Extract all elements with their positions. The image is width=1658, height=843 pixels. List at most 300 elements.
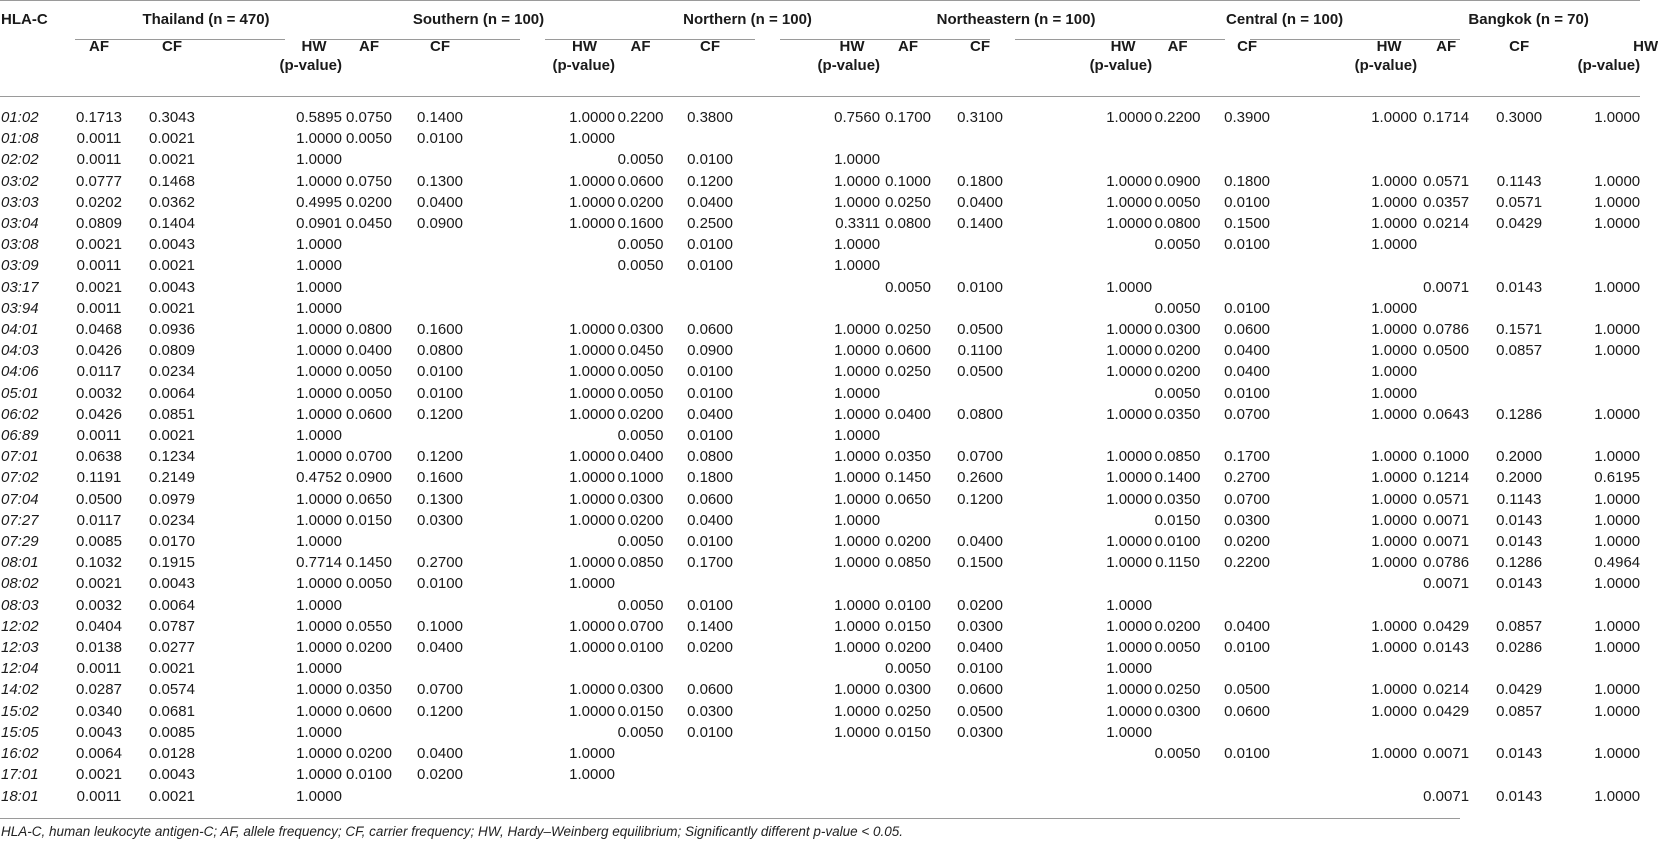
cf-cell: 0.0809 [149,342,195,360]
cf-cell: 0.1400 [417,109,463,126]
cf-cell: 0.0400 [1224,342,1271,360]
cf-cell [936,743,1024,764]
cf-cell: 0.2149 [149,469,195,487]
subheader-hw-pvalue-label: (p-value) [817,57,881,74]
cf-cell: 0.1286 [1496,554,1543,572]
af-cell: 0.0786 [1423,554,1470,572]
hw-cell: 1.0000 [296,596,342,614]
af-cell: 0.0200 [1154,342,1201,360]
hw-cell: 1.0000 [1371,321,1418,339]
hw-cell: 1.0000 [296,363,342,381]
allele-cell: 03:03 [1,193,39,211]
hw-cell: 1.0000 [1371,617,1418,635]
af-cell [1417,425,1475,446]
hw-cell [754,658,880,679]
af-cell [1417,722,1475,743]
af-cell: 0.0150 [885,617,931,635]
cf-cell: 0.0043 [149,278,195,296]
cf-cell: 0.0021 [149,660,195,678]
cf-cell [396,298,484,319]
hw-cell [1024,149,1152,170]
table-row [0,383,1640,404]
af-cell: 0.0571 [1423,490,1470,508]
hw-cell: 1.0000 [1594,575,1641,593]
af-cell [1152,128,1203,149]
cf-cell: 0.0043 [149,236,195,254]
af-cell: 0.0404 [76,617,122,635]
subheader-hw-label: HW [839,38,865,55]
table-row [0,552,1640,573]
hw-cell: 1.0000 [569,363,616,381]
hw-cell: 1.0000 [834,639,881,657]
cf-cell: 0.0100 [957,278,1003,296]
table-row [0,489,1640,510]
hw-cell: 1.0000 [569,448,616,466]
cf-cell [1203,722,1291,743]
allele-cell: 15:02 [1,702,39,720]
cf-cell [396,425,484,446]
group-rule-thailand [75,39,285,40]
af-cell: 0.0071 [1423,745,1470,763]
table-row [0,319,1640,340]
group-header-bangkok: Bangkok (n = 70) [1468,10,1589,28]
af-cell: 0.0900 [1154,172,1201,190]
af-cell: 0.0011 [76,130,122,148]
af-cell: 0.1191 [76,469,122,487]
af-cell [880,743,936,764]
cf-cell: 0.0170 [149,533,195,551]
hw-cell: 1.0000 [296,639,342,657]
af-cell [880,786,936,812]
hw-cell: 1.0000 [1371,299,1418,317]
hw-cell [1291,658,1417,679]
af-cell: 0.0250 [885,321,931,339]
hw-cell [1563,298,1640,319]
cf-cell: 0.0500 [957,363,1003,381]
allele-cell: 04:06 [1,363,39,381]
cf-cell: 0.1143 [1496,172,1542,190]
hw-cell [1024,255,1152,276]
hw-cell [754,128,880,149]
cf-cell: 0.1500 [957,554,1003,572]
cf-cell: 0.1400 [957,215,1003,233]
cf-cell: 0.0500 [957,321,1003,339]
hw-cell: 1.0000 [1106,342,1153,360]
table-row [0,255,1640,276]
af-cell [1152,255,1203,276]
hw-cell [1563,361,1640,382]
af-cell: 0.0100 [617,639,664,657]
af-cell: 0.0850 [617,554,664,572]
cf-cell: 0.0085 [149,723,195,741]
table-row [0,128,1640,149]
af-cell: 0.0050 [617,384,664,402]
af-cell: 0.0350 [1154,405,1201,423]
hw-cell: 1.0000 [569,342,616,360]
hw-cell: 0.5895 [296,109,342,126]
cf-cell: 0.1400 [687,617,733,635]
hw-cell: 1.0000 [1594,321,1641,339]
cf-cell: 0.1200 [687,172,733,190]
cf-cell: 0.0100 [957,660,1003,678]
table-row [0,171,1640,192]
cf-cell [1203,128,1291,149]
af-cell: 0.0571 [1423,172,1470,190]
allele-cell: 03:08 [1,236,39,254]
subheader-hw-label: HW [301,38,327,55]
table-row [0,361,1640,382]
cf-cell: 0.0100 [1224,236,1271,254]
hw-cell [754,743,880,764]
hw-cell: 1.0000 [569,172,616,190]
hw-cell: 1.0000 [1371,236,1418,254]
hw-cell [1563,658,1640,679]
af-cell: 0.0357 [1423,193,1470,211]
subheader-cf-southern: CF [430,38,450,55]
cf-cell [396,255,484,276]
hw-cell: 1.0000 [1106,321,1153,339]
af-cell: 0.0021 [76,575,122,593]
af-cell: 0.0200 [1154,617,1201,635]
cf-cell: 0.0100 [687,384,733,402]
hw-cell: 1.0000 [296,299,342,317]
cf-cell [936,298,1024,319]
cf-cell: 0.0429 [1496,681,1543,699]
af-cell: 0.0850 [885,554,931,572]
cf-cell [1203,595,1291,616]
hw-cell: 1.0000 [296,617,342,635]
af-cell [880,764,936,785]
cf-cell [666,764,754,785]
group-rule-southern [310,39,520,40]
cf-cell: 0.2000 [1496,448,1543,466]
af-cell: 0.0643 [1423,405,1470,423]
cf-cell [936,128,1024,149]
af-cell: 0.0100 [885,596,931,614]
af-cell: 0.0426 [76,405,122,423]
hw-cell: 1.0000 [1371,193,1418,211]
hw-cell: 1.0000 [1371,702,1418,720]
hw-cell: 1.0000 [569,109,616,126]
af-cell: 0.0150 [346,511,392,529]
af-cell [1152,658,1203,679]
hw-cell [1563,425,1640,446]
hw-cell [1563,128,1640,149]
hw-cell [1024,573,1152,594]
subheader-hw-pvalue-label: (p-value) [1354,57,1418,74]
group-rule-northern [545,39,755,40]
hw-cell [1291,573,1417,594]
af-cell: 0.0071 [1423,787,1470,805]
af-cell: 0.0011 [76,151,122,169]
subheader-row [0,37,1640,97]
af-cell: 0.0050 [346,575,392,593]
cf-cell [1203,149,1291,170]
cf-cell: 0.0851 [149,405,195,423]
af-cell [615,658,666,679]
af-cell: 0.1700 [885,109,931,126]
af-cell: 0.0050 [885,278,931,296]
allele-cell: 12:04 [1,660,39,678]
subheader-blank [0,37,70,97]
hw-cell: 1.0000 [569,490,616,508]
cf-cell: 0.0100 [1224,193,1271,211]
af-cell [880,255,936,276]
cf-cell: 0.0143 [1496,787,1543,805]
hw-cell: 1.0000 [569,681,616,699]
af-cell: 0.0900 [346,469,392,487]
af-cell [342,255,396,276]
hw-cell: 1.0000 [834,723,881,741]
cf-cell [1475,361,1563,382]
cf-cell: 0.1571 [1496,321,1543,339]
hw-cell: 1.0000 [1371,681,1418,699]
hw-cell: 1.0000 [834,490,881,508]
hw-cell [1024,743,1152,764]
af-cell: 0.0011 [76,660,122,678]
af-cell: 0.0011 [76,787,122,805]
allele-cell: 17:01 [1,766,39,784]
hw-cell: 1.0000 [1106,278,1153,296]
cf-cell: 0.0200 [417,766,463,784]
hw-cell [1291,595,1417,616]
af-cell [615,277,666,298]
cf-cell: 0.2700 [417,554,463,572]
cf-cell: 0.3100 [957,109,1003,126]
subheader-hw-northern [754,37,880,97]
subheader-af-southern: AF [359,38,379,55]
cf-cell [1475,149,1563,170]
hw-cell: 0.3311 [835,215,881,233]
cf-cell [1475,425,1563,446]
af-cell: 0.0650 [885,490,931,508]
cf-cell: 0.1468 [149,172,195,190]
af-cell [342,595,396,616]
hw-cell: 1.0000 [296,575,342,593]
hw-cell: 1.0000 [1371,490,1418,508]
cf-cell: 0.0600 [687,681,733,699]
af-cell: 0.0700 [617,617,664,635]
af-cell: 0.1714 [1423,109,1470,126]
subheader-af-central: AF [1167,38,1188,55]
hw-cell [754,298,880,319]
cf-cell: 0.0021 [149,257,195,275]
cf-cell [936,383,1024,404]
cf-cell: 0.0500 [957,702,1003,720]
cf-cell: 0.0900 [417,215,463,233]
af-cell [342,234,396,255]
hw-cell: 1.0000 [1106,469,1153,487]
table-row [0,701,1640,722]
allele-cell: 08:01 [1,554,39,572]
hw-cell: 1.0000 [1371,363,1418,381]
hw-cell: 1.0000 [1106,681,1153,699]
cf-cell [1475,234,1563,255]
cf-cell: 0.1700 [1224,448,1271,466]
af-cell: 0.0300 [617,490,664,508]
cf-cell: 0.0300 [1224,511,1271,529]
cf-cell: 0.0857 [1496,342,1543,360]
hw-cell [754,764,880,785]
hw-cell [484,722,615,743]
cf-cell [1203,764,1291,785]
cf-cell: 0.0234 [149,363,195,381]
hw-cell [1291,149,1417,170]
hw-cell: 1.0000 [569,130,616,148]
cf-cell: 0.0362 [149,193,195,211]
cf-cell: 0.0600 [1224,702,1271,720]
hw-cell: 1.0000 [1594,278,1641,296]
subheader-hw-label: HW [1376,38,1402,55]
af-cell: 0.0350 [1154,490,1201,508]
cf-cell: 0.0143 [1496,278,1543,296]
hw-cell [1291,128,1417,149]
subheader-cf-central: CF [1237,38,1258,55]
af-cell: 0.0050 [617,151,664,169]
hw-cell: 1.0000 [834,533,881,551]
cf-cell [1203,425,1291,446]
subheader-hw-pvalue-label: (p-value) [552,57,616,74]
af-cell [615,786,666,812]
subheader-cf-bangkok: CF [1509,38,1530,55]
af-cell: 0.0085 [76,533,122,551]
hw-cell: 1.0000 [296,660,342,678]
af-cell: 0.0071 [1423,575,1470,593]
hw-cell: 1.0000 [296,278,342,296]
cf-cell: 0.1404 [149,215,195,233]
hw-cell: 1.0000 [1371,215,1418,233]
allele-cell: 03:02 [1,172,39,190]
table-row [0,616,1640,637]
cf-cell [396,658,484,679]
hw-cell: 1.0000 [569,193,616,211]
af-cell: 0.0340 [76,702,122,720]
cf-cell [1475,595,1563,616]
af-cell: 0.0200 [346,745,392,763]
allele-cell: 03:09 [1,257,39,275]
group-header-row [0,1,1640,38]
table-row [0,573,1640,594]
cf-cell: 0.0979 [149,490,195,508]
af-cell [880,383,936,404]
af-cell: 0.1000 [617,469,664,487]
af-cell: 0.0021 [76,766,122,784]
af-cell: 0.0050 [617,723,664,741]
hw-cell: 1.0000 [296,236,342,254]
hw-cell: 1.0000 [1594,172,1641,190]
cf-cell [1203,277,1291,298]
cf-cell: 0.0857 [1496,617,1543,635]
cf-cell [396,277,484,298]
subheader-cf-northeastern: CF [970,38,991,55]
allele-cell: 16:02 [1,745,39,763]
cf-cell: 0.1800 [1224,172,1271,190]
hw-cell [484,277,615,298]
cf-cell [396,786,484,812]
af-cell [342,786,396,812]
subheader-af-northern: AF [630,38,651,55]
af-cell: 0.0400 [346,342,392,360]
hw-cell: 1.0000 [1371,384,1418,402]
af-cell: 0.0429 [1423,617,1470,635]
subheader-af-thailand: AF [89,38,109,55]
hw-cell: 1.0000 [1106,617,1153,635]
cf-cell: 0.0300 [957,723,1003,741]
hw-cell [1024,764,1152,785]
table-row [0,446,1640,467]
cf-cell: 0.0700 [1224,490,1271,508]
cf-cell: 0.1300 [417,172,463,190]
cf-cell: 0.3800 [687,109,733,126]
af-cell: 0.0250 [885,193,931,211]
af-cell: 0.0050 [617,236,664,254]
hw-cell: 1.0000 [834,596,881,614]
af-cell: 0.0200 [885,639,931,657]
allele-cell: 04:03 [1,342,39,360]
cf-cell: 0.0100 [417,575,463,593]
hw-cell: 1.0000 [834,702,881,720]
hw-cell: 0.6195 [1594,469,1641,487]
af-cell: 0.0011 [76,427,122,445]
cf-cell: 0.0100 [687,363,733,381]
cf-cell: 0.0100 [687,151,733,169]
hw-cell: 1.0000 [569,766,616,784]
af-cell: 0.1450 [346,554,392,572]
af-cell: 0.0800 [1154,215,1201,233]
hw-cell: 1.0000 [1106,109,1153,126]
hw-cell: 1.0000 [1106,490,1153,508]
af-cell: 0.0032 [76,384,122,402]
cf-cell: 0.1200 [417,405,463,423]
hw-cell: 1.0000 [296,490,342,508]
hw-cell: 1.0000 [1106,215,1153,233]
cf-cell: 0.0021 [149,299,195,317]
cf-cell [666,743,754,764]
table-row [0,298,1640,319]
cf-cell: 0.0700 [417,681,463,699]
hw-cell: 1.0000 [296,681,342,699]
cf-cell [666,298,754,319]
hw-cell [754,786,880,812]
cf-cell [666,786,754,812]
af-cell: 0.1150 [1155,554,1200,572]
af-cell [880,425,936,446]
hw-cell: 1.0000 [1594,702,1641,720]
cf-cell [1475,298,1563,319]
af-cell: 0.0400 [617,448,664,466]
af-cell [880,234,936,255]
hw-cell [1291,277,1417,298]
subheader-hw-southern [484,37,615,97]
subheader-hw-pvalue-label: (p-value) [1577,57,1641,74]
af-cell: 0.0550 [346,617,392,635]
cf-cell [1475,383,1563,404]
hw-cell [1563,595,1640,616]
hw-cell: 1.0000 [569,215,616,233]
cf-cell [666,658,754,679]
hw-cell: 1.0000 [569,702,616,720]
af-cell: 0.0600 [346,405,392,423]
cf-cell: 0.1200 [417,702,463,720]
hw-cell: 1.0000 [1594,533,1641,551]
group-header-northeastern: Northeastern (n = 100) [936,10,1096,28]
af-cell: 0.1214 [1423,469,1470,487]
hw-cell [1563,764,1640,785]
hw-cell: 1.0000 [1594,215,1641,233]
cf-cell [1475,722,1563,743]
af-cell: 0.2200 [617,109,664,126]
allele-cell: 07:01 [1,448,39,466]
